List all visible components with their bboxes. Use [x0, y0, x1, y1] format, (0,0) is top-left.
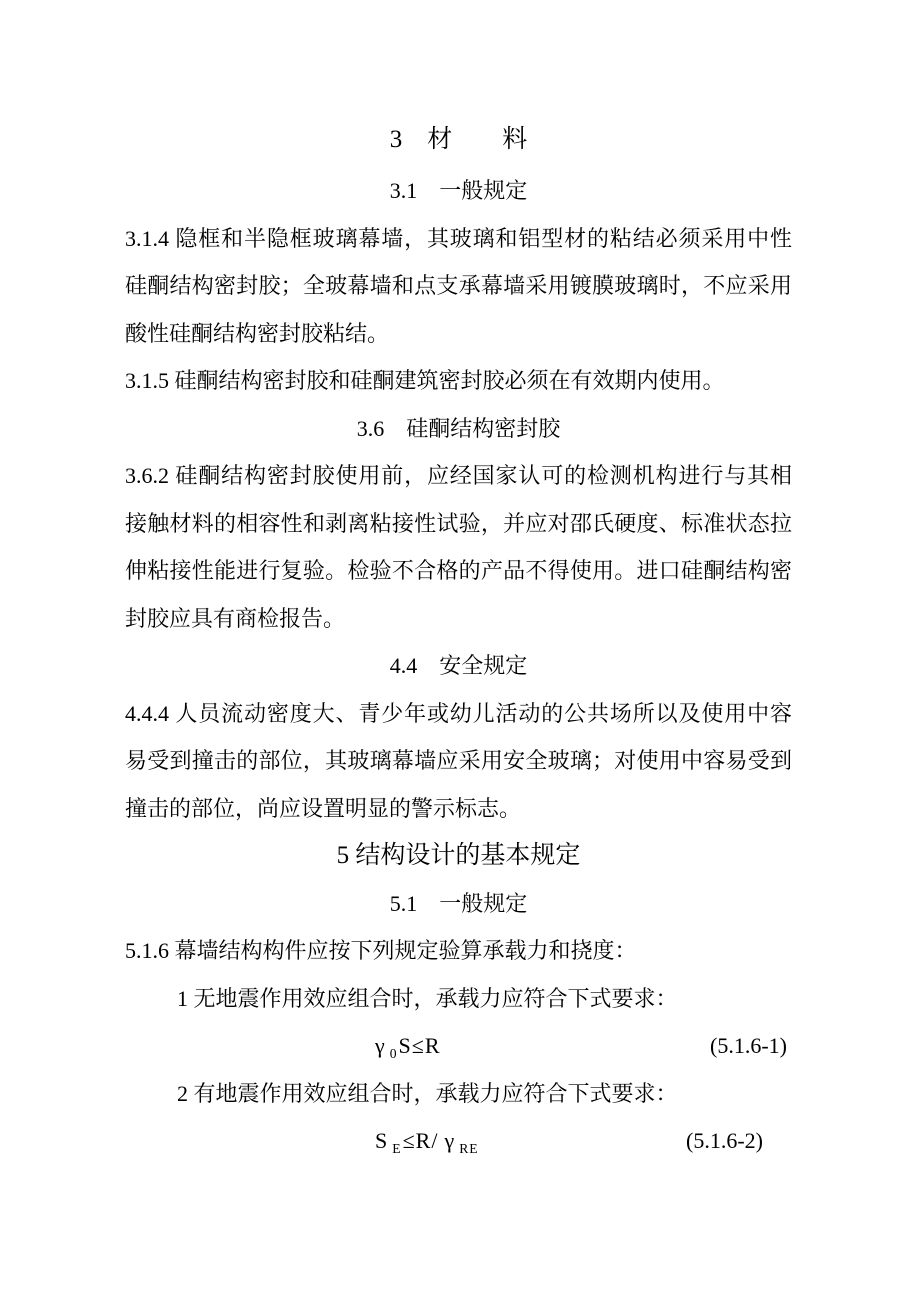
formula-body: ≤R/: [402, 1128, 439, 1153]
chapter-5-title: 5 结构设计的基本规定: [336, 842, 581, 869]
gamma-symbol: γ: [375, 1033, 386, 1058]
paragraph-line: 伸粘接性能进行复验。检验不合格的产品不得使用。进口硅酮结构密: [125, 558, 792, 583]
gamma-subscript: 0: [389, 1046, 398, 1062]
formula-5-1-6-2: [125, 1117, 792, 1165]
paragraph-3-1-4: [125, 215, 792, 358]
paragraph-line: 3.1.4 隐框和半隐框玻璃幕墙，其玻璃和铝型材的粘结必须采用中性: [125, 225, 792, 251]
paragraph-3-1-5: 3.1.5 硅酮结构密封胶和硅酮建筑密封胶必须在有效期内使用。: [125, 368, 725, 393]
section-3-1-heading: 3.1 一般规定: [389, 178, 528, 203]
paragraph-line: 撞击的部位，尚应设置明显的警示标志。: [125, 795, 522, 821]
section-4-4-heading: 4.4 安全规定: [389, 653, 528, 678]
chapter-3-title: 3 材 料: [389, 126, 528, 153]
paragraph-line: 易受到撞击的部位，其玻璃幕墙应采用安全玻璃；对使用中容易受到: [125, 748, 792, 773]
equation-number: (5.1.6-2): [686, 1128, 763, 1153]
formula-expression: [375, 1117, 480, 1165]
gamma-subscript: RE: [459, 1141, 479, 1157]
section-5-1-heading: 5.1 一般规定: [389, 890, 528, 916]
paragraph-line: 封胶应具有商检报告。: [125, 605, 346, 631]
s-symbol: S: [375, 1128, 389, 1153]
formula-5-1-6-1: [125, 1022, 792, 1070]
equation-number: (5.1.6-1): [710, 1033, 787, 1058]
paragraph-line: 酸性硅酮结构密封胶粘结。: [125, 320, 390, 346]
list-item-2: 2 有地震作用效应组合时，承载力应符合下式要求：: [177, 1080, 678, 1106]
paragraph-3-6-2: [125, 452, 792, 642]
paragraph-4-4-4: [125, 690, 792, 833]
s-subscript: E: [392, 1141, 402, 1157]
paragraph-line: 4.4.4 人员流动密度大、青少年或幼儿活动的公共场所以及使用中容: [125, 700, 792, 726]
paragraph-line: 硅酮结构密封胶；全玻幕墙和点支承幕墙采用镀膜玻璃时，不应采用: [125, 273, 792, 298]
list-item-1: 1 无地震作用效应组合时，承载力应符合下式要求：: [177, 985, 678, 1011]
paragraph-line: 3.6.2 硅酮结构密封胶使用前，应经国家认可的检测机构进行与其相: [125, 463, 792, 488]
paragraph-5-1-6: 5.1.6 幕墙结构构件应按下列规定验算承载力和挠度：: [125, 938, 637, 963]
gamma-symbol: γ: [444, 1128, 456, 1153]
paragraph-line: 接触材料的相容性和剥离粘接性试验，并应对邵氏硬度、标准状态拉: [125, 510, 792, 536]
formula-expression: [375, 1022, 441, 1070]
formula-body: S≤R: [398, 1033, 441, 1058]
section-3-6-heading: 3.6 硅酮结构密封胶: [356, 415, 561, 441]
